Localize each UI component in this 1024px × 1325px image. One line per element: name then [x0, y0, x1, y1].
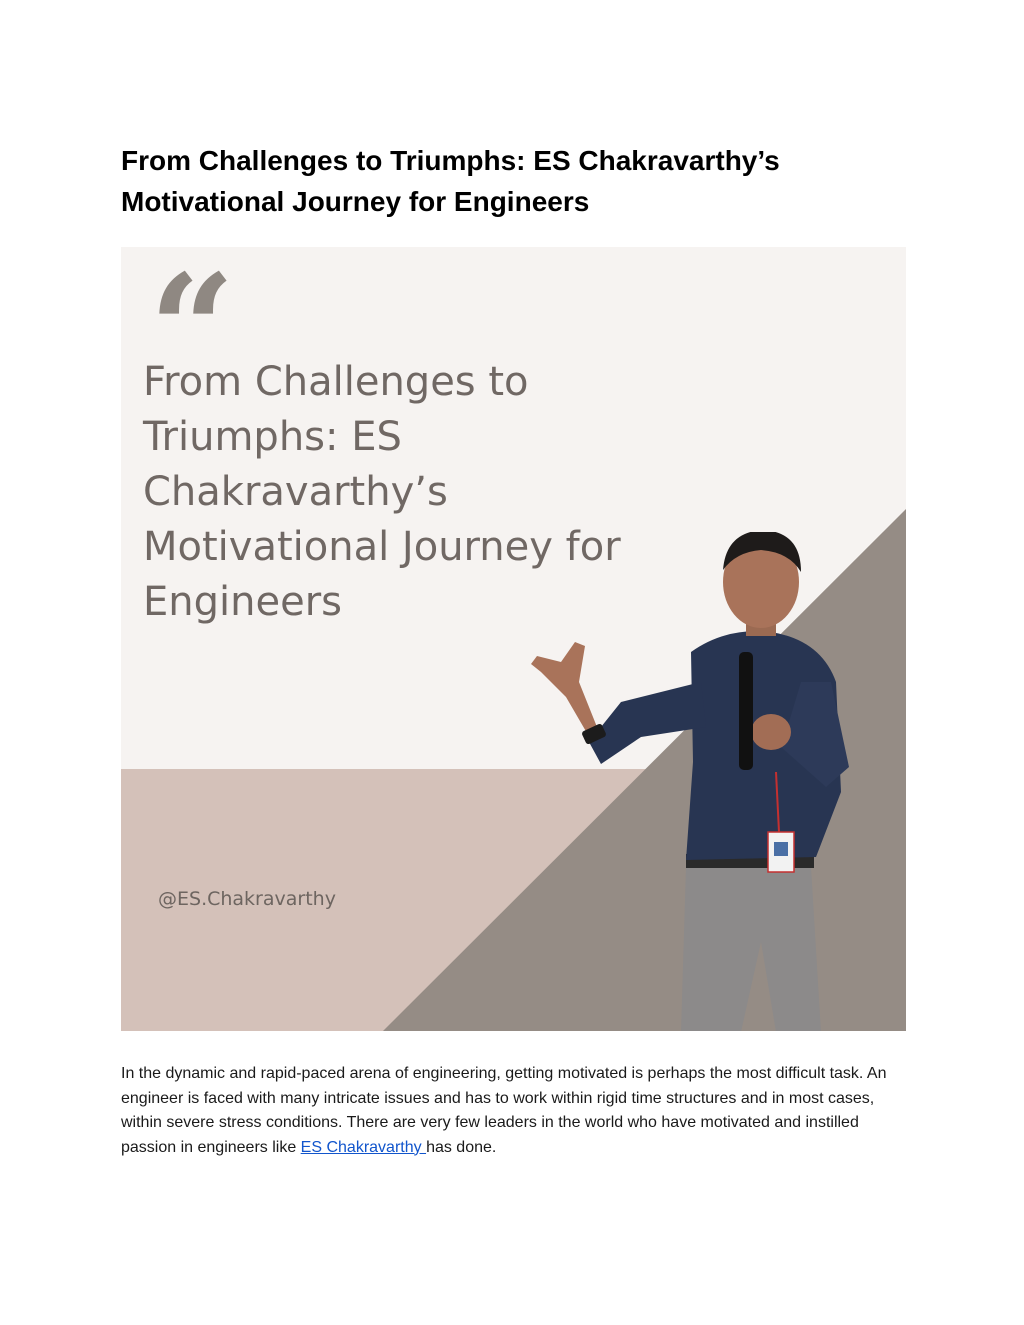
article-title: From Challenges to Triumphs: ES Chakravarthy’s Motivational Journey for Engineers — [121, 145, 780, 217]
id-badge-photo — [774, 842, 788, 856]
es-chakravarthy-link[interactable]: ES Chakravarthy — [300, 1138, 427, 1156]
intro-text: In the dynamic and rapid-paced arena of engineering, getting motivated is perhaps the most difficult task. An engineer is faced with many intricate issues and has to work within rigid time structures and in most cases, within severe stress conditions. There are very few leaders in the world who have motivated and instilled passion in engineers like — [121, 1065, 887, 1156]
speaker-left-sleeve — [589, 682, 706, 764]
speaker-right-hand — [751, 714, 791, 750]
speaker-photo — [471, 532, 901, 1031]
hero-title: From Challenges to Triumphs: ES Chakravarthy’s Motivational Journey for Engineers — [143, 359, 621, 625]
intro-text-end: has done. — [426, 1138, 497, 1156]
article-intro-paragraph — [121, 1062, 911, 1160]
quote-mark-icon: “ — [149, 247, 236, 418]
microphone-icon — [739, 652, 753, 770]
hero-image — [121, 247, 906, 1031]
social-handle: @ES.Chakravarthy — [158, 888, 336, 910]
speaker-left-hand — [531, 642, 599, 740]
speaker-trousers — [681, 867, 821, 1031]
